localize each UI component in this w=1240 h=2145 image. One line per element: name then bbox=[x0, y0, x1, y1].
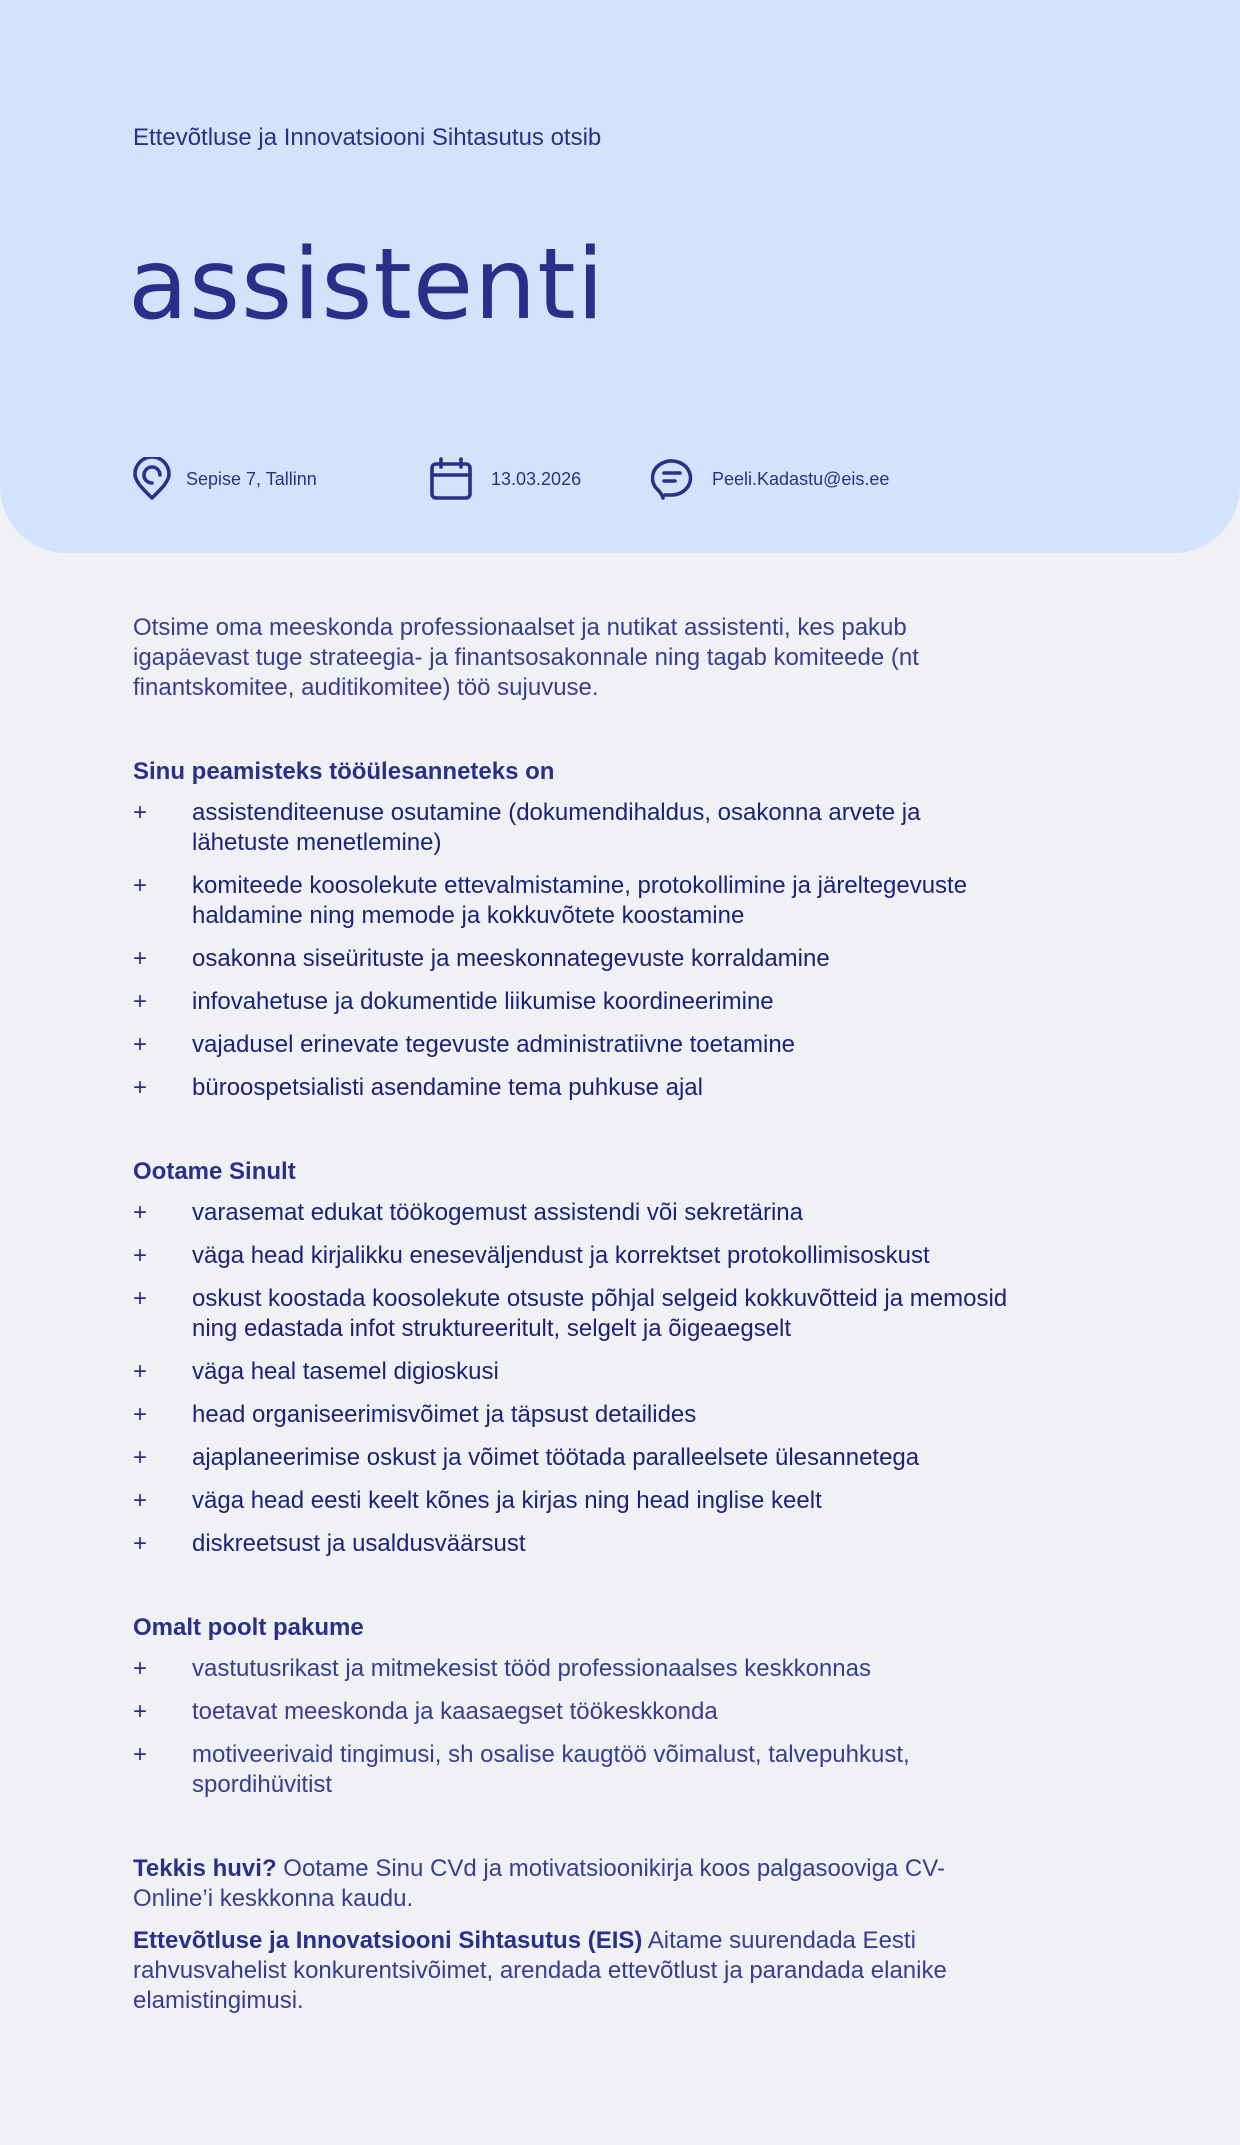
list-item: + toetavat meeskonda ja kaasaegset töökeskkonda bbox=[133, 1698, 718, 1725]
calendar-icon bbox=[430, 457, 472, 501]
org-description: Aitame suurendada Eesti rahvusvahelist konkurentsivõimet, arendada ettevõtlust ja parandada elanike elamistingimusi. bbox=[133, 1927, 947, 2014]
section-heading: Omalt poolt pakume bbox=[133, 1614, 364, 1641]
list-item: + büroospetsialisti asendamine tema puhkuse ajal bbox=[133, 1074, 703, 1101]
location-pin-icon bbox=[131, 457, 173, 501]
location-text: Sepise 7, Tallinn bbox=[186, 468, 317, 489]
section-benefits bbox=[133, 1613, 1013, 1800]
plus-icon: + bbox=[133, 1401, 148, 1428]
plus-icon: + bbox=[133, 1655, 148, 1682]
list-item: + head organiseerimisvõimet ja täpsust detailides bbox=[133, 1401, 697, 1428]
plus-icon: + bbox=[133, 988, 148, 1015]
benefits-list bbox=[133, 1654, 1013, 1800]
contact-email[interactable]: Peeli.Kadastu@eis.ee bbox=[712, 468, 890, 489]
plus-icon: + bbox=[133, 1242, 148, 1269]
plus-icon: + bbox=[133, 1358, 148, 1385]
list-item: + väga head eesti keelt kõnes ja kirjas ning head inglise keelt bbox=[133, 1487, 822, 1514]
section-heading: Ootame Sinult bbox=[133, 1158, 296, 1185]
list-item: + väga head kirjalikku eneseväljendust ja korrektset protokollimisoskust bbox=[133, 1242, 930, 1269]
employer-subtitle: Ettevõtluse ja Innovatsiooni Sihtasutus otsib bbox=[133, 124, 602, 151]
list-item: + komiteede koosolekute ettevalmistamine, protokollimine ja järeltegevuste haldamine ning memode ja kokkuvõtete koostamine bbox=[133, 872, 968, 929]
apply-lead: Tekkis huvi? bbox=[133, 1855, 277, 1882]
section-heading: Sinu peamisteks tööülesanneteks on bbox=[133, 758, 555, 785]
plus-icon: + bbox=[133, 872, 148, 899]
chat-bubble-icon bbox=[651, 457, 693, 501]
hero-banner bbox=[0, 0, 1240, 553]
list-item: + osakonna siseürituste ja meeskonnategevuste korraldamine bbox=[133, 945, 830, 972]
section-duties bbox=[133, 757, 1013, 1103]
apply-text: Ootame Sinu CVd ja motivatsioonikirja koos palgasooviga CV-Online’i keskkonna kaudu. bbox=[133, 1855, 945, 1912]
plus-icon: + bbox=[133, 1285, 148, 1312]
plus-icon: + bbox=[133, 1199, 148, 1226]
deadline-info bbox=[430, 456, 581, 502]
org-paragraph bbox=[133, 1926, 1013, 2016]
list-item: + väga heal tasemel digioskusi bbox=[133, 1358, 499, 1385]
duties-list bbox=[133, 798, 1013, 1103]
job-description bbox=[133, 613, 1013, 2016]
closing-block bbox=[133, 1854, 1013, 2016]
list-item: + vajadusel erinevate tegevuste administratiivne toetamine bbox=[133, 1031, 796, 1058]
plus-icon: + bbox=[133, 1741, 148, 1768]
deadline-date: 13.03.2026 bbox=[491, 468, 582, 489]
plus-icon: + bbox=[133, 799, 148, 826]
requirements-list bbox=[133, 1198, 1013, 1559]
list-item: + motiveerivaid tingimusi, sh osalise kaugtöö võimalust, talvepuhkust, spordihüvitist bbox=[133, 1741, 910, 1798]
plus-icon: + bbox=[133, 1698, 148, 1725]
contact-info bbox=[651, 456, 889, 502]
list-item: + vastutusrikast ja mitmekesist tööd professionaalses keskkonnas bbox=[133, 1655, 871, 1682]
list-item: + assistenditeenuse osutamine (dokumendihaldus, osakonna arvete ja lähetuste menetlemine) bbox=[133, 799, 921, 856]
org-name: Ettevõtluse ja Innovatsiooni Sihtasutus (EIS) bbox=[133, 1927, 643, 1954]
plus-icon: + bbox=[133, 945, 148, 972]
list-item: + varasemat edukat töökogemust assistendi või sekretärina bbox=[133, 1199, 803, 1226]
list-item: + oskust koostada koosolekute otsuste põhjal selgeid kokkuvõtteid ja memosid ning edastada infot struktureeritult, selgelt ja õigeaegselt bbox=[133, 1285, 1008, 1342]
apply-paragraph bbox=[133, 1854, 1013, 1914]
list-item: + ajaplaneerimise oskust ja võimet töötada paralleelsete ülesannetega bbox=[133, 1444, 920, 1471]
plus-icon: + bbox=[133, 1487, 148, 1514]
section-requirements bbox=[133, 1157, 1013, 1559]
plus-icon: + bbox=[133, 1444, 148, 1471]
plus-icon: + bbox=[133, 1031, 148, 1058]
location-info bbox=[131, 456, 317, 502]
intro-paragraph: Otsime oma meeskonda professionaalset ja nutikat assistenti, kes pakub igapäevast tuge strateegia- ja finantsosakonnale ning tagab komiteede (nt finantskomitee, auditikomitee) töö sujuvuse. bbox=[133, 614, 919, 701]
job-title: assistenti bbox=[128, 228, 605, 342]
plus-icon: + bbox=[133, 1530, 148, 1557]
plus-icon: + bbox=[133, 1074, 148, 1101]
list-item: + diskreetsust ja usaldusväärsust bbox=[133, 1530, 526, 1557]
list-item: + infovahetuse ja dokumentide liikumise koordineerimine bbox=[133, 988, 774, 1015]
